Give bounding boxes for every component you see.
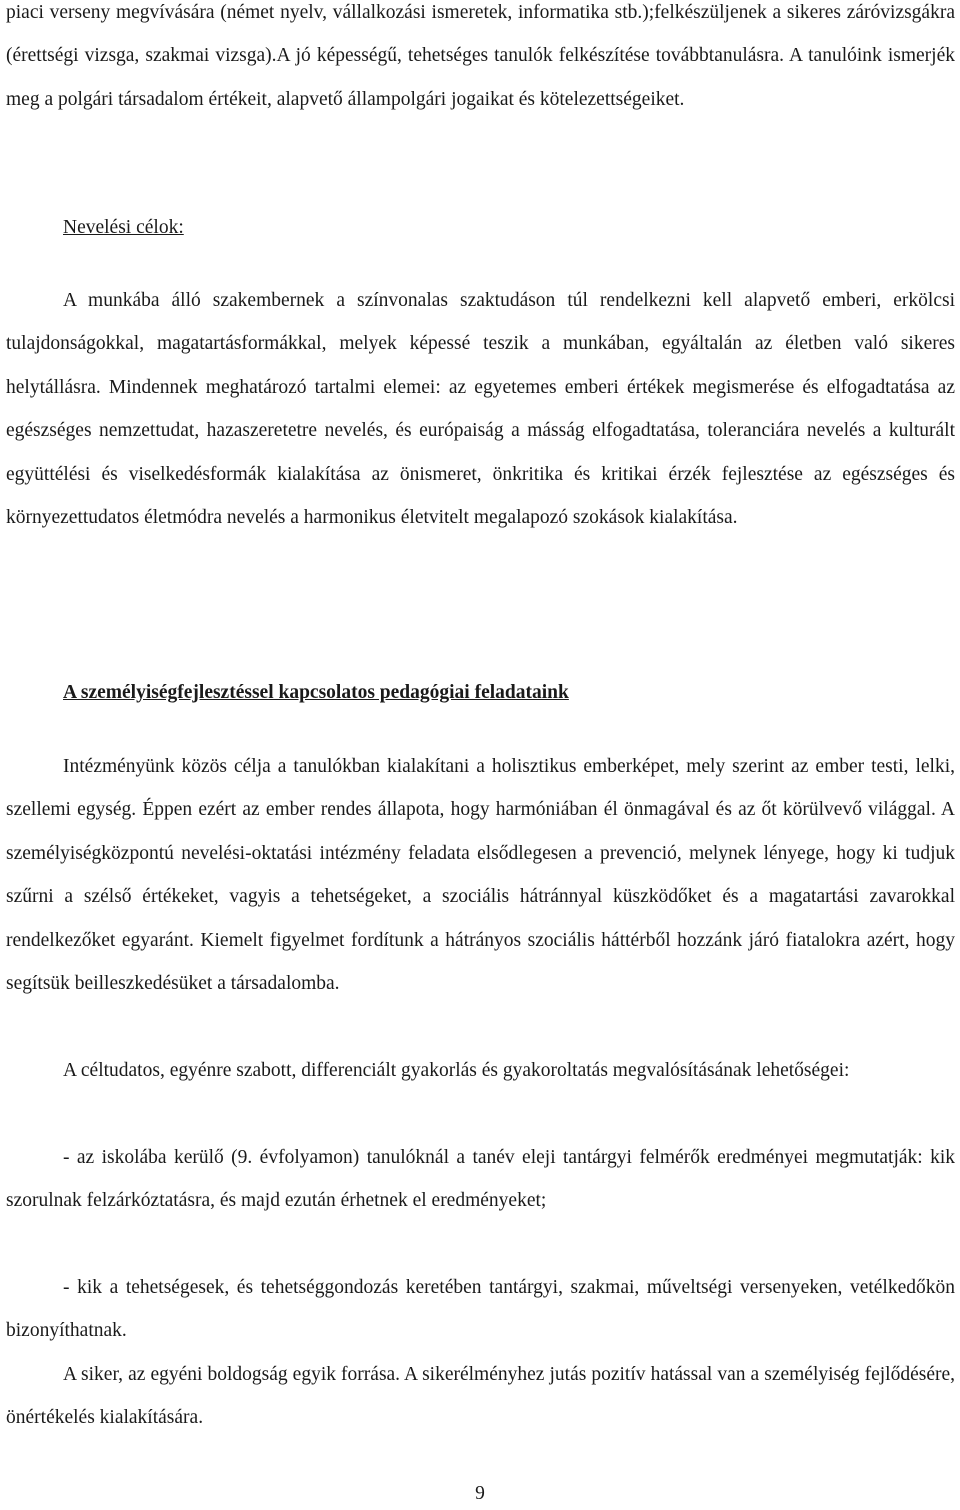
nevelesi-celok-paragraph: A munkába álló szakembernek a színvonalas szaktudáson túl rendelkezni kell alapvető emberi, erkölcsi tulajdonságokkal, magatartásformákkal, melyek képessé teszik a munkában, egyáltalán az életben való sikeres helytállásra. Mindennek meghatározó tartalmi elemei: az egyetemes emberi értékek megismerése és elfogadtatása az egészséges nemzettudat, hazaszeretetre nevelés, és európaiság a másság elfogadtatása, toleranciára nevelés a kulturált együttélési és viselkedésformák kialakítása az önismeret, önkritika és kritikai érzék fejlesztése az egészséges és környezettudatos életmódra nevelés a harmonikus életvitelt megalapozó szokások kialakítása. — [6, 290, 955, 529]
section-heading: A személyiségfejlesztéssel kapcsolatos pedagógiai feladataink — [63, 682, 569, 703]
intro-paragraph: piaci verseny megvívására (német nyelv, vállalkozási ismeretek, informatika stb.);felkészüljenek a sikeres záróvizsgákra (érettségi vizsga, szakmai vizsga).A jó képességű, tehetséges tanulók felkészítése továbbtanulásra. A tanulóink ismerjék meg a polgári társadalom értékeit, alapvető állampolgári jogaikat és kötelezettségeiket. — [6, 2, 955, 110]
page-number: 9 — [475, 1483, 485, 1504]
closing-paragraph: A siker, az egyéni boldogság egyik forrása. A sikerélményhez jutás pozitív hatással van a személyiség fejlődésére, önértékelés kialakítására. — [6, 1364, 955, 1429]
section-paragraph-2: A céltudatos, egyénre szabott, differenciált gyakorlás és gyakoroltatás megvalósításának lehetőségei: — [63, 1060, 850, 1081]
nevelesi-celok-heading: Nevelési célok: — [63, 217, 184, 238]
list-item-2: - kik a tehetségesek, és tehetséggondozás keretében tantárgyi, szakmai, műveltségi versenyeken, vetélkedőkön bizonyíthatnak. — [6, 1277, 955, 1342]
list-item-1: - az iskolába kerülő (9. évfolyamon) tanulóknál a tanév eleji tantárgyi felmérők eredményei megmutatják: kik szorulnak felzárkóztatásra, és majd ezután érhetnek el eredményeket; — [6, 1147, 955, 1212]
section-paragraph-1: Intézményünk közös célja a tanulókban kialakítani a holisztikus emberképet, mely szerint az ember testi, lelki, szellemi egység. Éppen ezért az ember rendes állapota, hogy harmóniában él önmagával és az őt körülvevő világgal. A személyiségközpontú nevelési-oktatási intézmény feladata elsődlegesen a prevenció, melynek lényege, hogy ki tudjuk szűrni a szélső értékeket, vagyis a tehetségeket, a szociális hátránnyal küszködőket és a magatartási zavarokkal rendelkezőket egyaránt. Kiemelt figyelmet fordítunk a hátrányos szociális háttérből hozzánk járó fiatalokra azért, hogy segítsük beilleszkedésüket a társadalomba. — [6, 756, 955, 995]
